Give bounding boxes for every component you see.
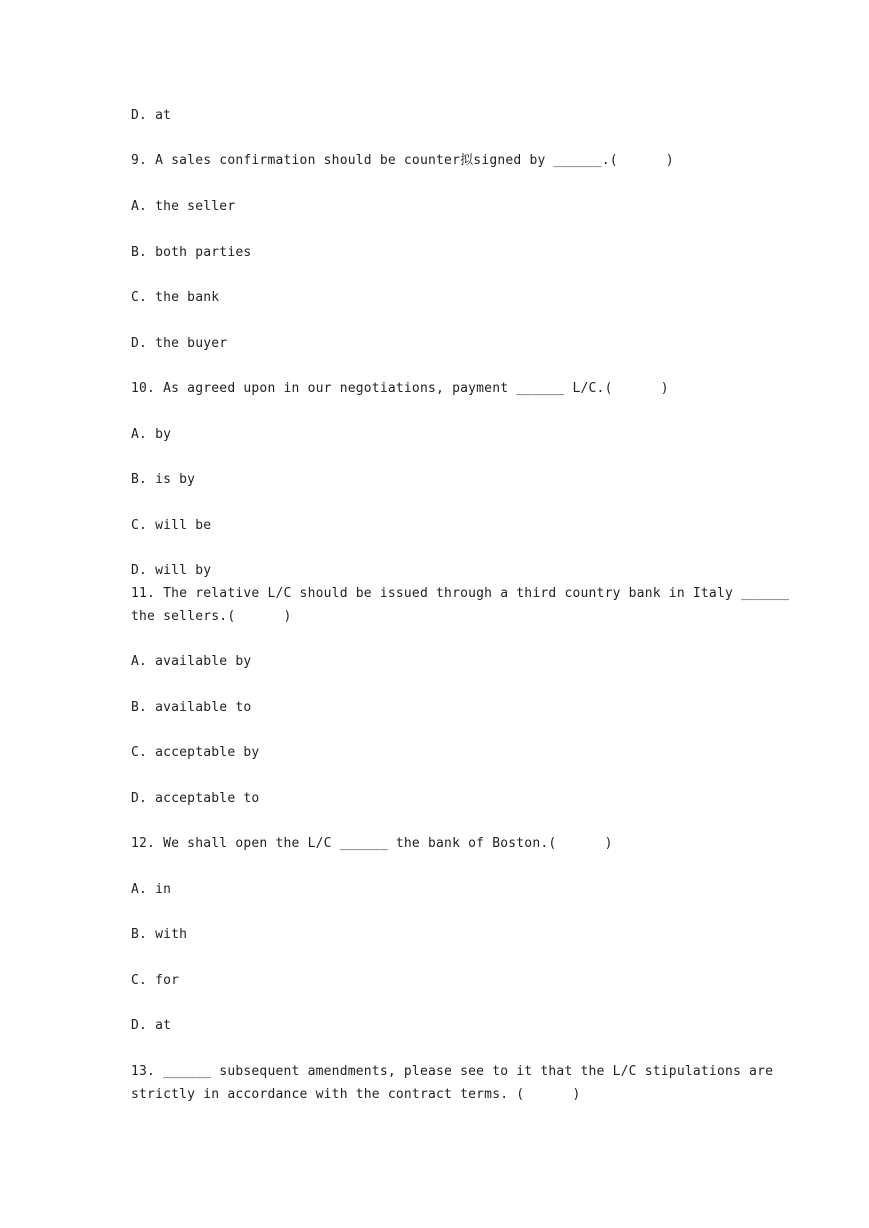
- question-9: 9. A sales confirmation should be counter拟signed by ______.( ): [131, 153, 674, 168]
- option-a-q12: A. in: [131, 882, 172, 897]
- option-b-q10: B. is by: [131, 472, 196, 487]
- question-13-line-1: 13. ______ subsequent amendments, please see to it that the L/C stipulations are: [131, 1064, 774, 1079]
- question-12: 12. We shall open the L/C ______ the bank of Boston.( ): [131, 836, 613, 851]
- question-11-line-1: 11. The relative L/C should be issued through a third country bank in Italy ______: [131, 586, 790, 601]
- option-d-q10: D. will by: [131, 563, 212, 578]
- option-d-q12: D. at: [131, 1018, 172, 1033]
- option-c-q10: C. will be: [131, 518, 212, 533]
- option-d-q11: D. acceptable to: [131, 791, 260, 806]
- option-a-q10: A. by: [131, 427, 172, 442]
- option-b-q9: B. both parties: [131, 245, 252, 260]
- option-b-q12: B. with: [131, 927, 188, 942]
- option-d-q8: D. at: [131, 108, 172, 123]
- option-b-q11: B. available to: [131, 700, 252, 715]
- option-a-q9: A. the seller: [131, 199, 236, 214]
- question-11-line-2: the sellers.( ): [131, 609, 292, 624]
- option-a-q11: A. available by: [131, 654, 252, 669]
- option-d-q9: D. the buyer: [131, 336, 228, 351]
- document-page: [131, 0, 790, 1228]
- question-10: 10. As agreed upon in our negotiations, payment ______ L/C.( ): [131, 381, 669, 396]
- option-c-q9: C. the bank: [131, 290, 220, 305]
- option-c-q11: C. acceptable by: [131, 745, 260, 760]
- option-c-q12: C. for: [131, 973, 180, 988]
- question-13-line-2: strictly in accordance with the contract terms. ( ): [131, 1087, 581, 1102]
